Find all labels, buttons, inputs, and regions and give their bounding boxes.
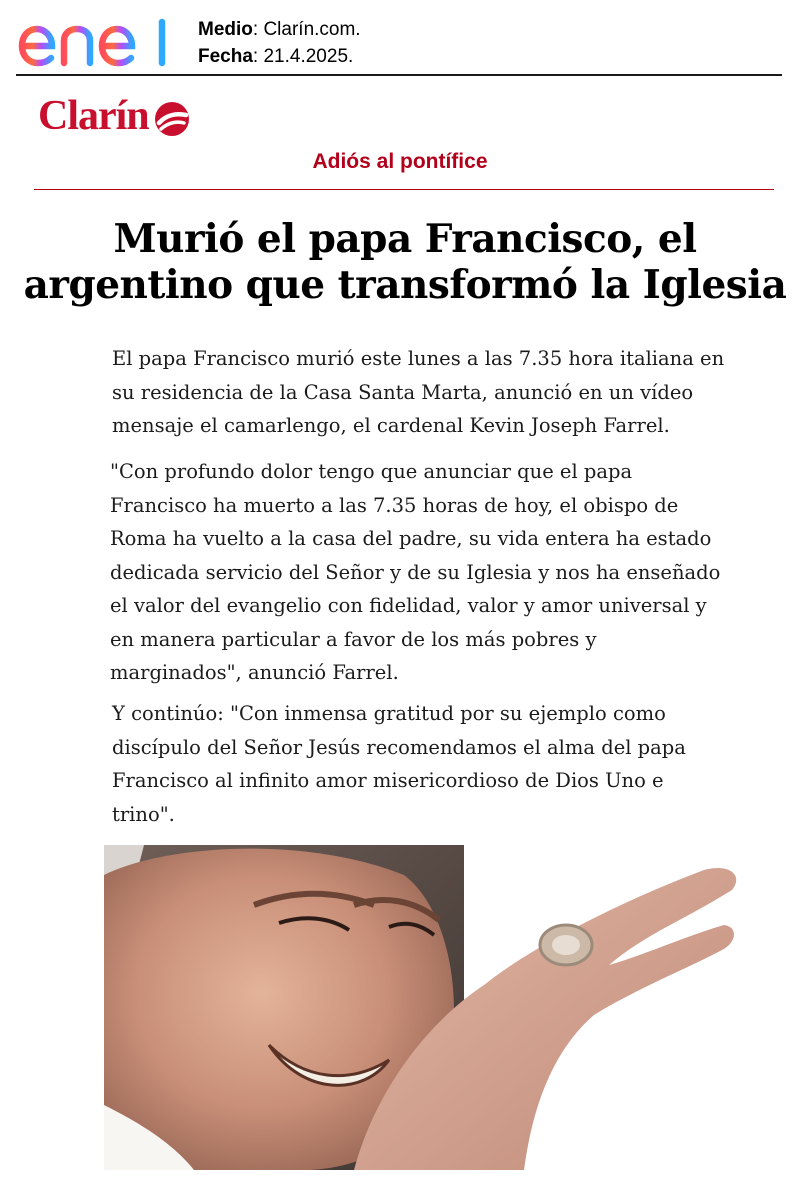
fecha-label: Fecha [198, 46, 253, 67]
paragraph-1: El papa Francisco murió este lunes a las 7.35 hora italiana en su residencia de la Casa Santa Marta, anunció en un vídeo mensaje el camarlengo, el cardenal Kevin Joseph Farrel. [112, 347, 725, 437]
clipping-meta [198, 16, 361, 70]
clipping-header [0, 0, 800, 76]
pope-photo [104, 845, 740, 1170]
header-divider [16, 74, 782, 76]
medio-value: : Clarín.com. [252, 19, 361, 40]
paragraph-3: Y continúo: "Con inmensa gratitud por su ejemplo como discípulo del Señor Jesús recomendamos el alma del papa Francisco al infinito amor misericordioso de Dios Uno e trino". [112, 702, 686, 826]
paragraph-2: "Con profundo dolor tengo que anunciar que el papa Francisco ha muerto a las 7.35 horas de hoy, el obispo de Roma ha vuelto a la casa del padre, su vida entera ha estado dedicada servicio del Señor y de su Iglesia y nos ha enseñado el valor del evangelio con fidelidad, valor y amor universal y en manera particular a favor de los más pobres y marginados", anunció Farrel. [110, 460, 721, 684]
clarin-wordmark: Clarín [38, 93, 149, 139]
fecha-line [198, 43, 361, 70]
fecha-value: : 21.4.2025. [252, 46, 354, 67]
section-label: Adiós al pontífice [312, 150, 488, 173]
medio-line [198, 16, 361, 43]
section-divider [34, 189, 774, 190]
enel-logo [16, 8, 172, 70]
medio-label: Medio [198, 19, 253, 40]
headline: Murió el papa Francisco, el argentino que transformó la Iglesia [23, 216, 787, 308]
clarin-logo [38, 92, 192, 140]
clarin-emblem-icon [152, 99, 192, 139]
